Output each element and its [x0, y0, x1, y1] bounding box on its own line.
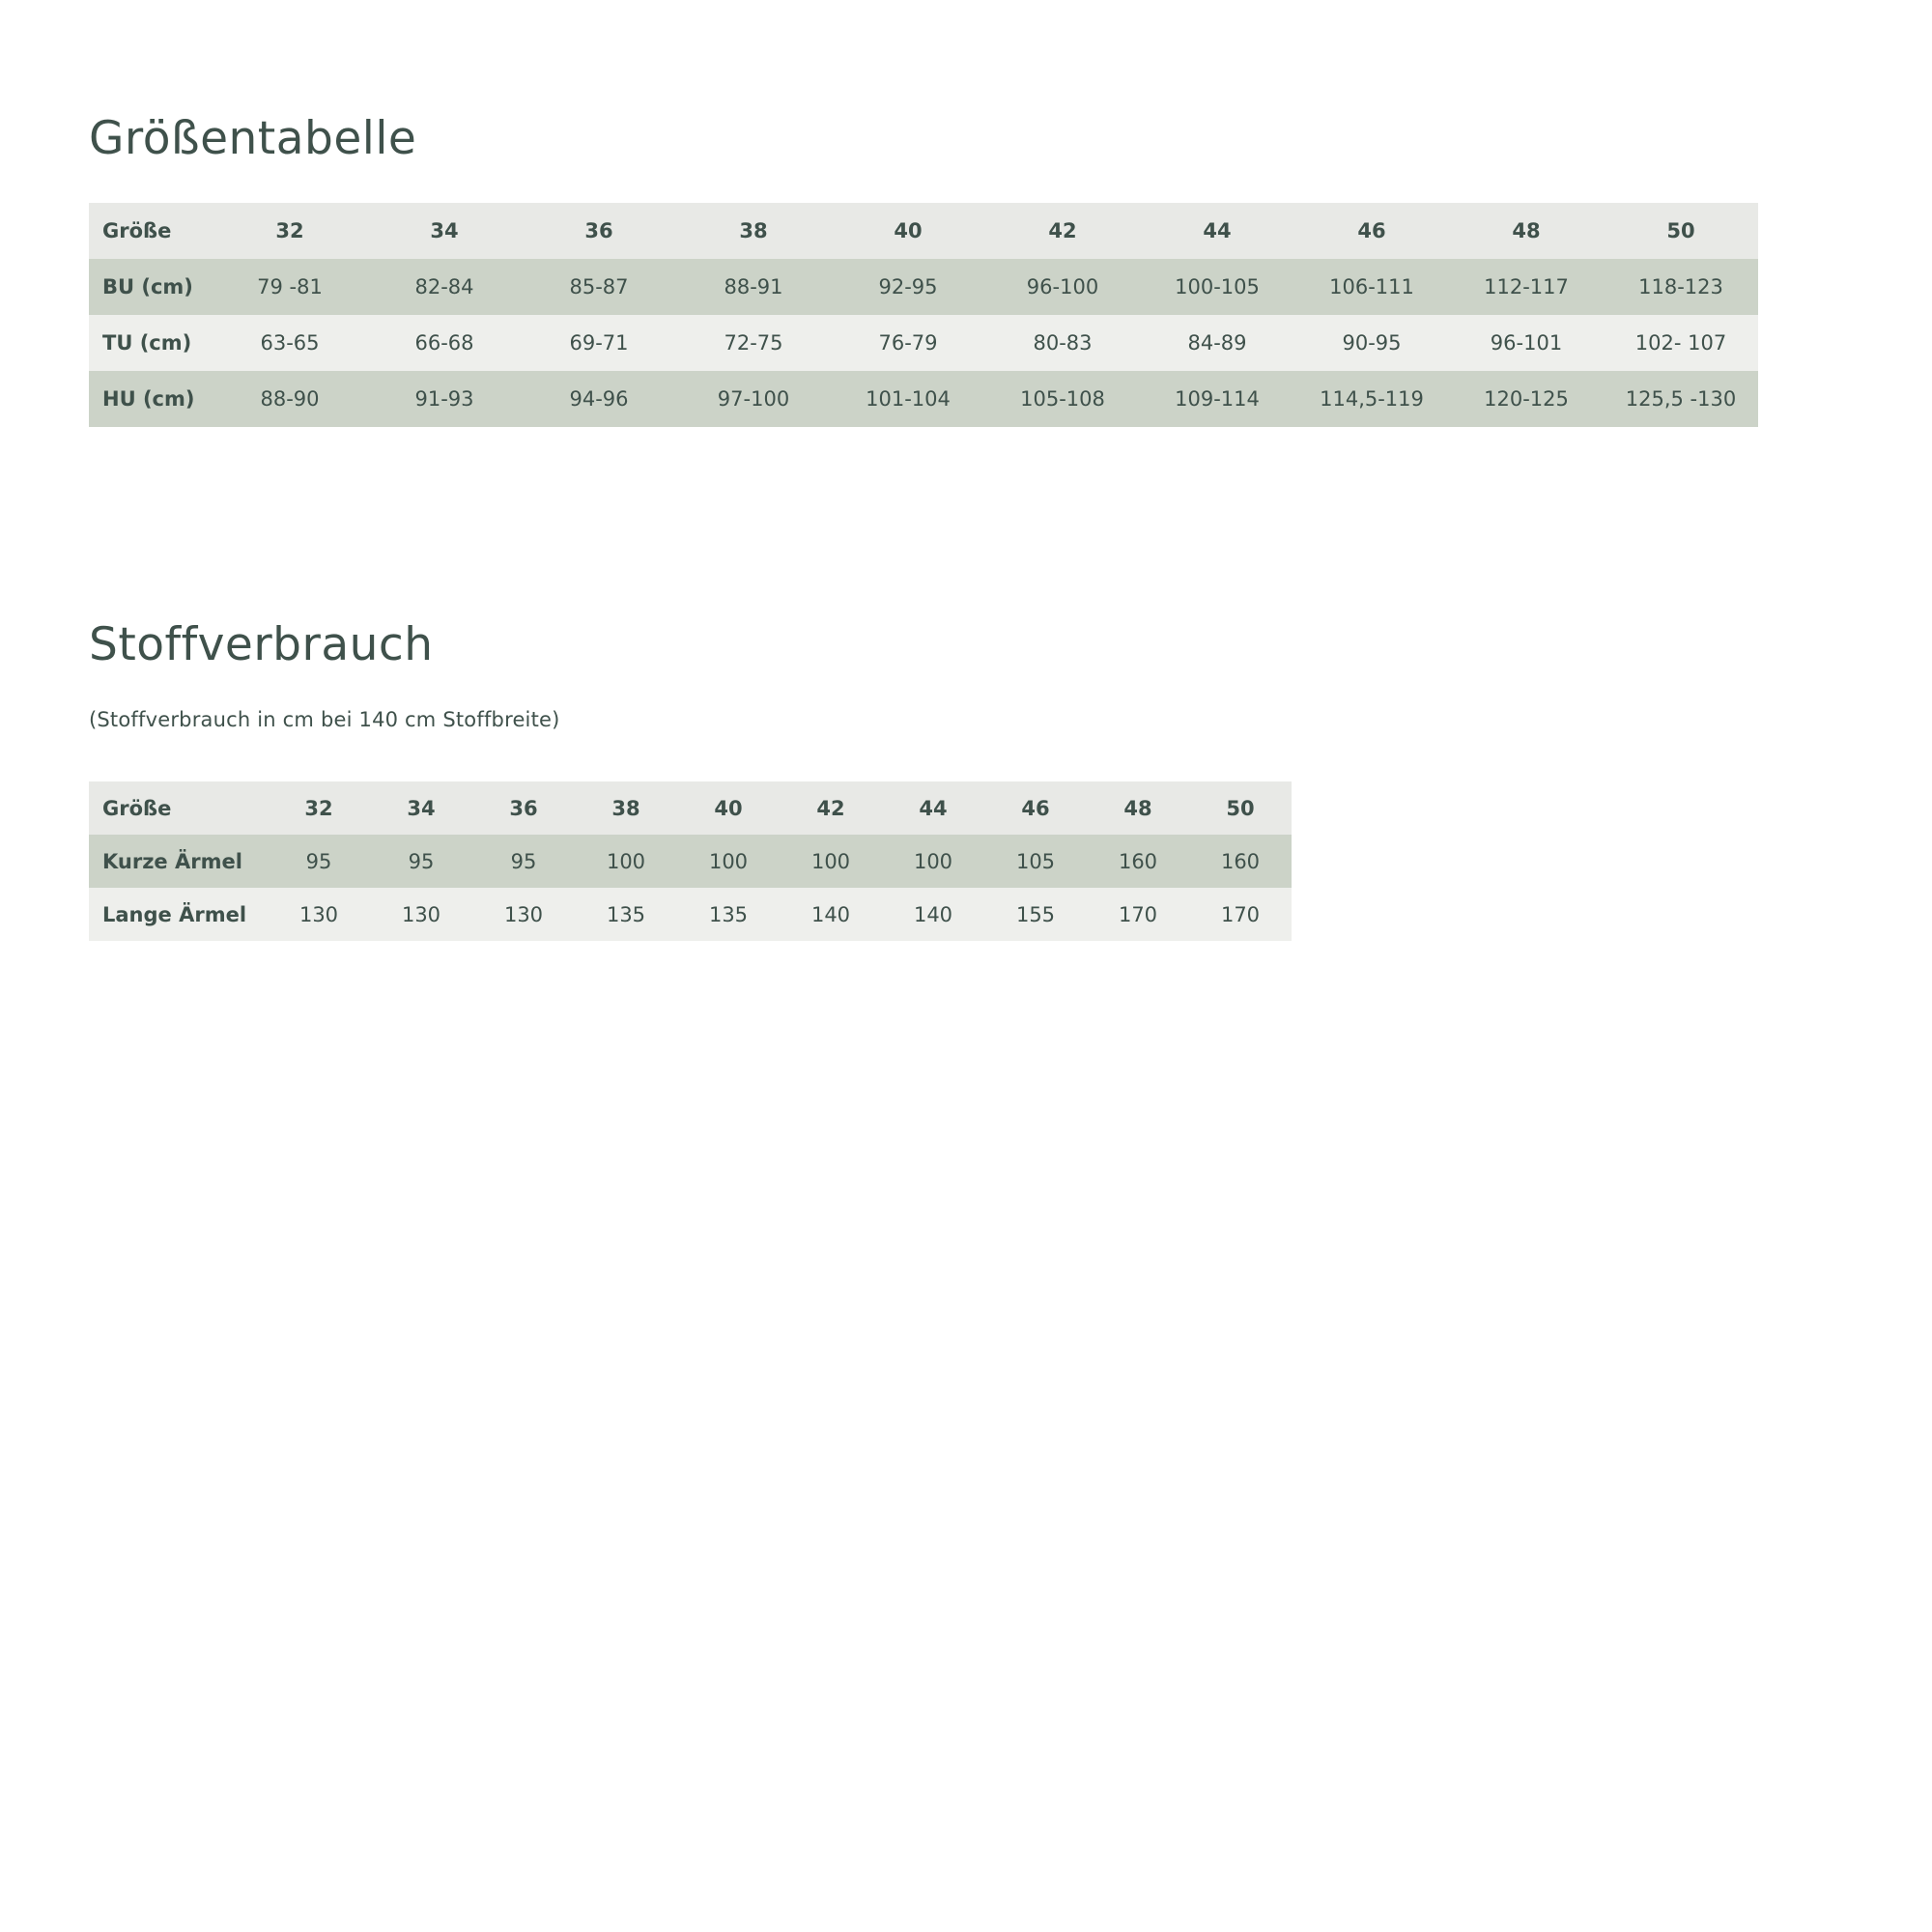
- table-cell: 130: [370, 888, 472, 941]
- table-cell: 155: [984, 888, 1087, 941]
- size-chart-body: [89, 259, 1758, 427]
- table-cell: 130: [268, 888, 370, 941]
- table-cell: 100-105: [1140, 259, 1294, 315]
- table-cell: 109-114: [1140, 371, 1294, 427]
- size-chart-row-label-bu: BU (cm): [89, 259, 213, 315]
- table-cell: 102- 107: [1604, 315, 1758, 371]
- table-cell: 114,5-119: [1294, 371, 1449, 427]
- table-cell: 92-95: [831, 259, 985, 315]
- table-cell: 66-68: [367, 315, 522, 371]
- table-cell: 91-93: [367, 371, 522, 427]
- table-cell: 105-108: [985, 371, 1140, 427]
- table-cell: 100: [882, 835, 984, 888]
- size-chart-col-46: 46: [1294, 203, 1449, 259]
- table-cell: 95: [268, 835, 370, 888]
- table-cell: 79 -81: [213, 259, 367, 315]
- fabric-usage-row-label-kurze-aermel: Kurze Ärmel: [89, 835, 268, 888]
- table-cell: 112-117: [1449, 259, 1604, 315]
- section-spacer: [89, 427, 1932, 620]
- size-chart-col-50: 50: [1604, 203, 1758, 259]
- table-cell: 88-90: [213, 371, 367, 427]
- table-cell: 140: [882, 888, 984, 941]
- table-row: [89, 888, 1292, 941]
- page-title-stoffverbrauch: Stoffverbrauch: [89, 617, 434, 671]
- table-cell: 94-96: [522, 371, 676, 427]
- table-cell: 84-89: [1140, 315, 1294, 371]
- size-chart-col-38: 38: [676, 203, 831, 259]
- table-cell: 90-95: [1294, 315, 1449, 371]
- fabric-usage-col-32: 32: [268, 781, 370, 835]
- size-chart-col-40: 40: [831, 203, 985, 259]
- fabric-usage-body: [89, 835, 1292, 941]
- table-cell: 76-79: [831, 315, 985, 371]
- table-cell: 120-125: [1449, 371, 1604, 427]
- size-chart-col-42: 42: [985, 203, 1140, 259]
- table-cell: 170: [1189, 888, 1292, 941]
- table-cell: 100: [575, 835, 677, 888]
- table-cell: 95: [472, 835, 575, 888]
- table-cell: 72-75: [676, 315, 831, 371]
- table-cell: 135: [677, 888, 780, 941]
- table-cell: 85-87: [522, 259, 676, 315]
- fabric-usage-col-38: 38: [575, 781, 677, 835]
- table-cell: 125,5 -130: [1604, 371, 1758, 427]
- table-cell: 106-111: [1294, 259, 1449, 315]
- page-title-groessentabelle: Größentabelle: [89, 112, 417, 165]
- table-header-row: [89, 203, 1758, 259]
- table-cell: 97-100: [676, 371, 831, 427]
- fabric-usage-col-50: 50: [1189, 781, 1292, 835]
- table-cell: 170: [1087, 888, 1189, 941]
- table-cell: 63-65: [213, 315, 367, 371]
- size-chart-col-32: 32: [213, 203, 367, 259]
- table-cell: 96-100: [985, 259, 1140, 315]
- fabric-usage-col-34: 34: [370, 781, 472, 835]
- fabric-usage-corner-label: Größe: [89, 781, 268, 835]
- size-chart-table: [89, 203, 1758, 427]
- stoffverbrauch-subtitle: (Stoffverbrauch in cm bei 140 cm Stoffbreite): [89, 708, 560, 732]
- table-cell: 96-101: [1449, 315, 1604, 371]
- size-chart-row-label-hu: HU (cm): [89, 371, 213, 427]
- size-chart-head: [89, 203, 1758, 259]
- size-chart-row-label-tu: TU (cm): [89, 315, 213, 371]
- fabric-usage-head: [89, 781, 1292, 835]
- table-cell: 95: [370, 835, 472, 888]
- fabric-usage-col-48: 48: [1087, 781, 1189, 835]
- table-row: [89, 315, 1758, 371]
- table-cell: 105: [984, 835, 1087, 888]
- fabric-usage-col-44: 44: [882, 781, 984, 835]
- size-chart-corner-label: Größe: [89, 203, 213, 259]
- fabric-usage-col-40: 40: [677, 781, 780, 835]
- table-cell: 135: [575, 888, 677, 941]
- table-cell: 101-104: [831, 371, 985, 427]
- table-cell: 130: [472, 888, 575, 941]
- table-cell: 80-83: [985, 315, 1140, 371]
- table-cell: 100: [677, 835, 780, 888]
- fabric-usage-col-42: 42: [780, 781, 882, 835]
- fabric-usage-row-label-lange-aermel: Lange Ärmel: [89, 888, 268, 941]
- table-row: [89, 371, 1758, 427]
- table-row: [89, 835, 1292, 888]
- fabric-usage-table: [89, 781, 1292, 941]
- table-cell: 100: [780, 835, 882, 888]
- table-row: [89, 259, 1758, 315]
- table-cell: 82-84: [367, 259, 522, 315]
- table-cell: 118-123: [1604, 259, 1758, 315]
- fabric-usage-col-46: 46: [984, 781, 1087, 835]
- document-page: [0, 0, 1932, 941]
- size-chart-col-48: 48: [1449, 203, 1604, 259]
- table-header-row: [89, 781, 1292, 835]
- size-chart-col-36: 36: [522, 203, 676, 259]
- table-cell: 160: [1087, 835, 1189, 888]
- table-cell: 160: [1189, 835, 1292, 888]
- table-cell: 69-71: [522, 315, 676, 371]
- fabric-usage-col-36: 36: [472, 781, 575, 835]
- table-cell: 140: [780, 888, 882, 941]
- table-cell: 88-91: [676, 259, 831, 315]
- size-chart-col-44: 44: [1140, 203, 1294, 259]
- size-chart-col-34: 34: [367, 203, 522, 259]
